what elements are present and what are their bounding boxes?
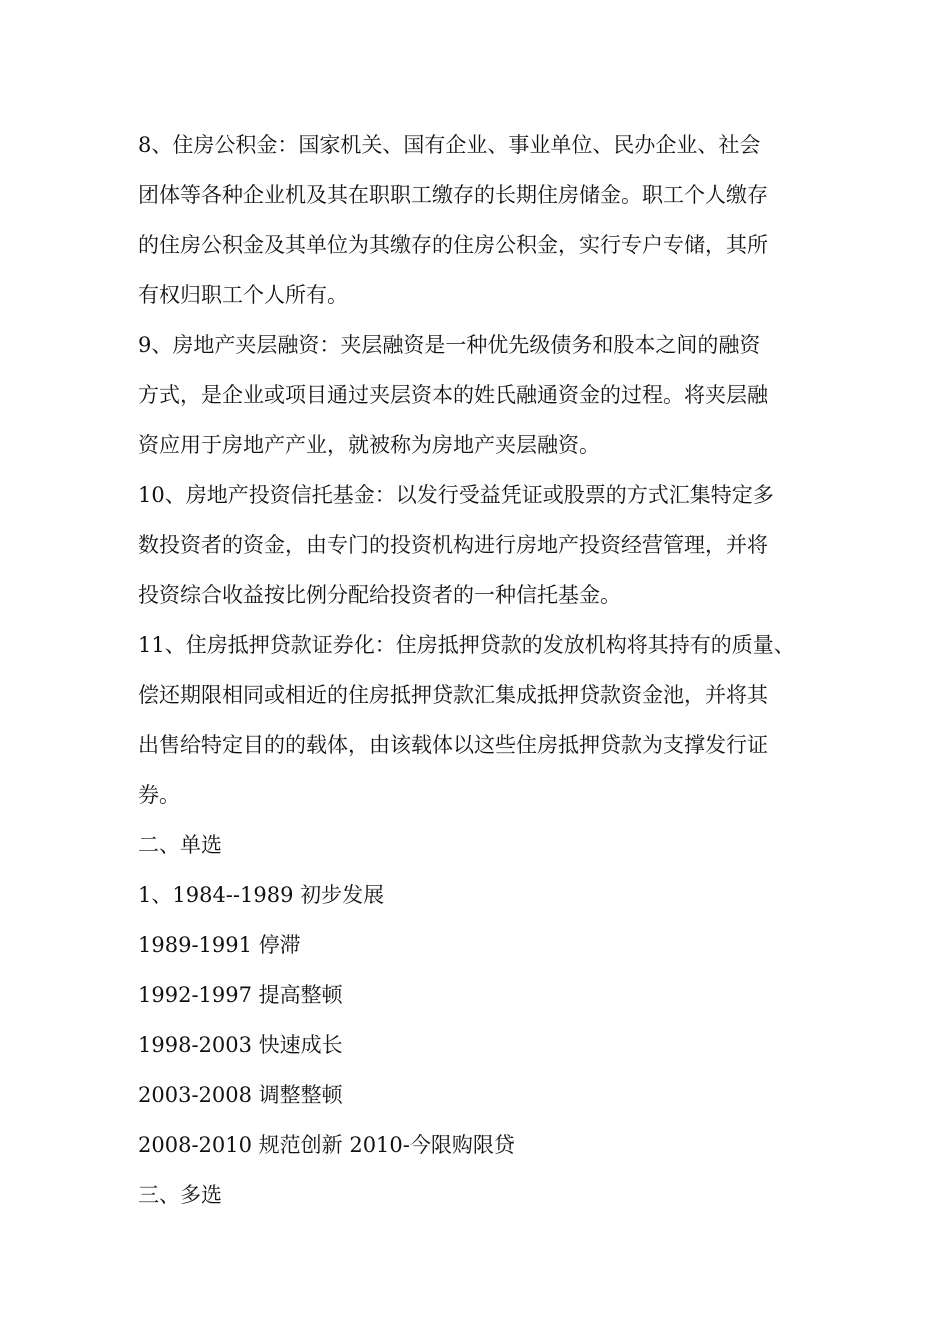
text-line: 有权归职工个人所有。	[138, 283, 348, 307]
text-line: 投资综合收益按比例分配给投资者的一种信托基金。	[138, 583, 621, 607]
list-item: 2008-2010 规范创新 2010-今限购限贷	[138, 1133, 515, 1157]
text-line: 出售给特定目的的载体，由该载体以这些住房抵押贷款为支撑发行证	[138, 733, 768, 757]
list-item: 1、1984--1989 初步发展	[138, 883, 385, 907]
text-line: 数投资者的资金，由专门的投资机构进行房地产投资经营管理，并将	[138, 533, 768, 557]
text-line: 方式，是企业或项目通过夹层资本的姓氏融通资金的过程。将夹层融	[138, 383, 768, 407]
text-line: 资应用于房地产产业，就被称为房地产夹层融资。	[138, 433, 600, 457]
document-body	[138, 120, 818, 1220]
text-line: 11、住房抵押贷款证券化：住房抵押贷款的发放机构将其持有的质量、	[138, 633, 795, 657]
text-line: 9、房地产夹层融资：夹层融资是一种优先级债务和股本之间的融资	[138, 333, 761, 357]
list-item: 1989-1991 停滞	[138, 933, 301, 957]
text-line: 偿还期限相同或相近的住房抵押贷款汇集成抵押贷款资金池，并将其	[138, 683, 768, 707]
list-item: 2003-2008 调整整顿	[138, 1083, 343, 1107]
list-item: 1998-2003 快速成长	[138, 1033, 343, 1057]
text-line: 8、住房公积金：国家机关、国有企业、事业单位、民办企业、社会	[138, 133, 761, 157]
text-line: 券。	[138, 783, 180, 807]
section-heading: 三、多选	[138, 1183, 222, 1207]
text-line: 团体等各种企业机及其在职职工缴存的长期住房储金。职工个人缴存	[138, 183, 768, 207]
text-line: 10、房地产投资信托基金：以发行受益凭证或股票的方式汇集特定多	[138, 483, 774, 507]
section-heading: 二、单选	[138, 833, 222, 857]
text-line: 的住房公积金及其单位为其缴存的住房公积金，实行专户专储，其所	[138, 233, 768, 257]
list-item: 1992-1997 提高整顿	[138, 983, 343, 1007]
